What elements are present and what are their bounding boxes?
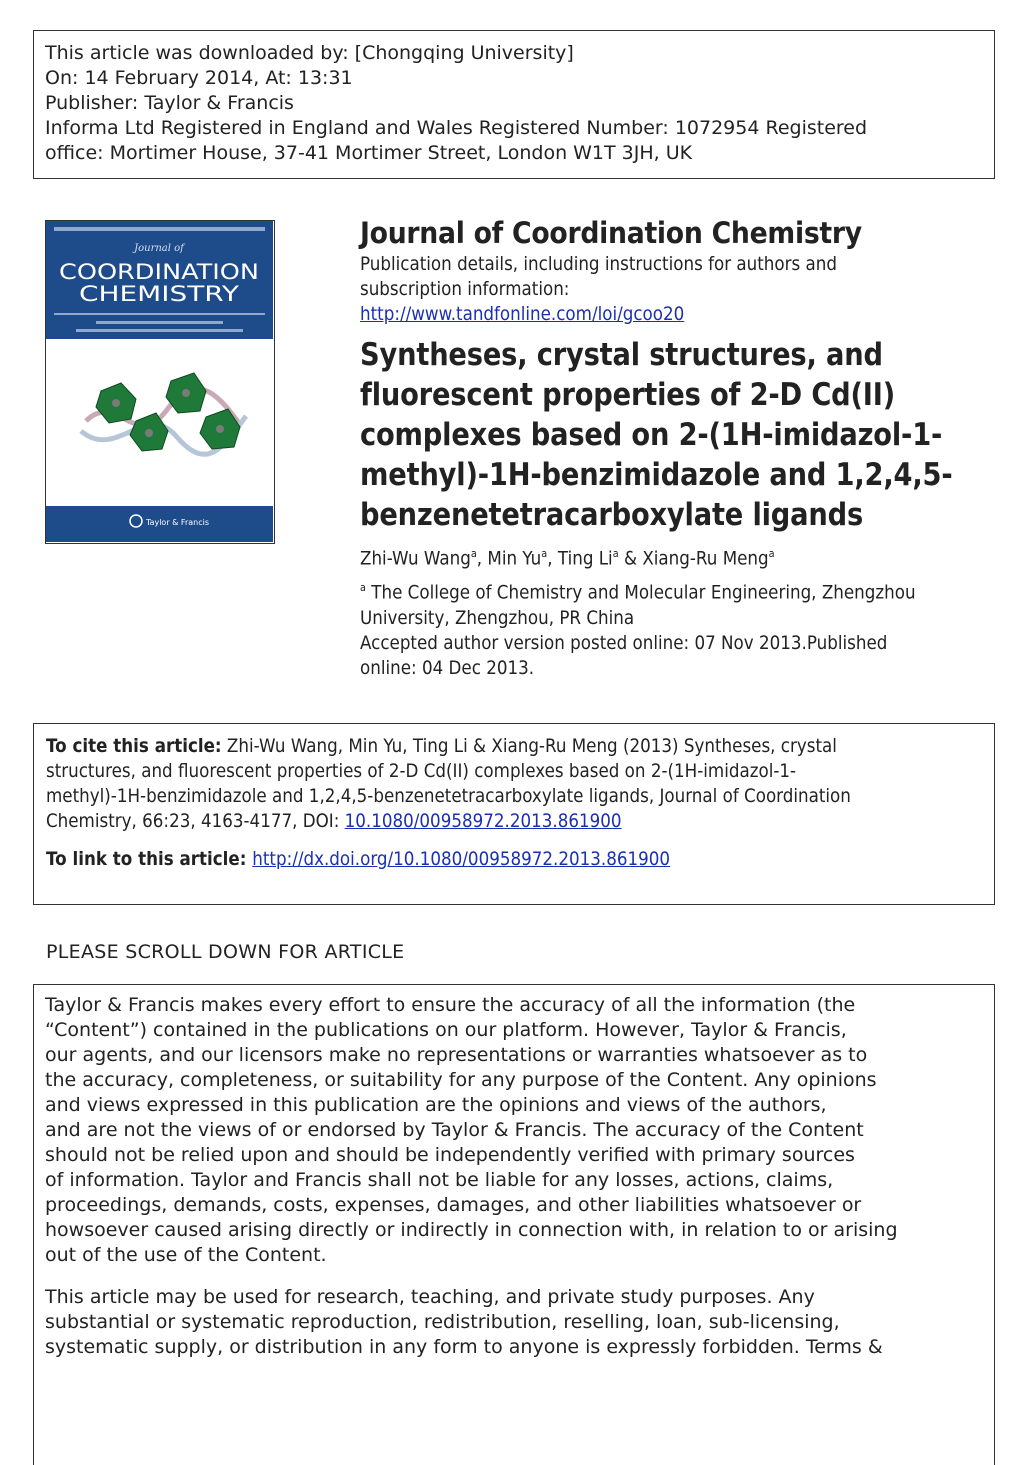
- disclaimer-line: howsoever caused arising directly or indirectly in connection with, in relation to or arising: [45, 1219, 898, 1241]
- disclaimer-line: the accuracy, completeness, or suitability for any purpose of the Content. Any opinions: [45, 1069, 877, 1091]
- disclaimer-line: should not be relied upon and should be independently verified with primary sources: [45, 1144, 855, 1166]
- author-name: Zhi-Wu Wang: [360, 547, 471, 570]
- disclaimer-line: Taylor & Francis makes every effort to ensure the accuracy of all the information (the: [45, 994, 856, 1016]
- cite-line3: methyl)-1H-benzimidazole and 1,2,4,5-benzenetetracarboxylate ligands, Journal of Coordination: [46, 785, 851, 807]
- affiliation-line2: University, Zhengzhou, PR China: [360, 606, 635, 629]
- author-name: Min Yu: [487, 547, 542, 570]
- author-name: Xiang-Ru Meng: [642, 547, 769, 570]
- disclaimer-line: out of the use of the Content.: [45, 1244, 327, 1266]
- publication-details-line2: subscription information:: [360, 278, 570, 300]
- accepted-line2: online: 04 Dec 2013.: [360, 656, 535, 679]
- download-date: On: 14 February 2014, At: 13:31: [45, 67, 353, 89]
- disclaimer-line: of information. Taylor and Francis shall not be liable for any losses, actions, claims,: [45, 1169, 834, 1191]
- author-separator: ,: [476, 547, 488, 570]
- article-title-line4: methyl)-1H-benzimidazole and 1,2,4,5-: [360, 457, 953, 493]
- affiliation-line1: The College of Chemistry and Molecular Engineering, Zhengzhou: [365, 581, 916, 604]
- cover-illustration: [46, 221, 273, 542]
- doi-link[interactable]: 10.1080/00958972.2013.861900: [344, 810, 622, 832]
- article-title-line3: complexes based on 2-(1H-imidazol-1-: [360, 417, 943, 453]
- cover-title-line2: CHEMISTRY: [79, 282, 240, 306]
- journal-title: Journal of Coordination Chemistry: [360, 216, 862, 250]
- publisher-line: Publisher: Taylor & Francis: [45, 92, 294, 114]
- office-line: office: Mortimer House, 37-41 Mortimer Street, London W1T 3JH, UK: [45, 142, 693, 164]
- scroll-notice: PLEASE SCROLL DOWN FOR ARTICLE: [46, 941, 405, 963]
- citation-text: [46, 734, 961, 834]
- publication-details: [360, 252, 976, 327]
- crystal-structure-graphic: [81, 373, 246, 454]
- author-name: Ting Li: [557, 547, 613, 570]
- article-url-link[interactable]: http://dx.doi.org/10.1080/00958972.2013.861900: [252, 848, 671, 870]
- cite-line4: Chemistry, 66:23, 4163-4177, DOI:: [46, 810, 345, 832]
- article-title: [360, 335, 976, 535]
- disclaimer-line: and views expressed in this publication are the opinions and views of the authors,: [45, 1094, 827, 1116]
- registration-line: Informa Ltd Registered in England and Wales Registered Number: 1072954 Registered: [45, 117, 868, 139]
- disclaimer-line: This article may be used for research, teaching, and private study purposes. Any: [45, 1286, 815, 1308]
- article-title-line5: benzenetetracarboxylate ligands: [360, 497, 864, 533]
- cover-title-line1: COORDINATION: [59, 260, 259, 284]
- author-affiliation-mark: a: [541, 547, 548, 560]
- disclaimer-paragraph-2: [45, 1285, 983, 1360]
- citation-box: [33, 723, 995, 905]
- author-separator: &: [618, 547, 643, 570]
- cite-line1: Zhi-Wu Wang, Min Yu, Ting Li & Xiang-Ru Meng (2013) Syntheses, crystal: [221, 735, 837, 757]
- disclaimer-line: our agents, and our licensors make no representations or warranties whatsoever as to: [45, 1044, 868, 1066]
- disclaimer-line: systematic supply, or distribution in any form to anyone is expressly forbidden. Terms &: [45, 1336, 883, 1358]
- article-link-line: [46, 848, 870, 870]
- author-affiliation-mark: a: [470, 547, 477, 560]
- cite-label: To cite this article:: [46, 735, 222, 757]
- author-separator: ,: [547, 547, 558, 570]
- download-info-box: [33, 30, 995, 179]
- disclaimer-line: and are not the views of or endorsed by Taylor & Francis. The accuracy of the Content: [45, 1119, 864, 1141]
- journal-url-link[interactable]: http://www.tandfonline.com/loi/gcoo20: [360, 303, 685, 325]
- cover-publisher: Taylor & Francis: [146, 518, 209, 527]
- authors-line: [360, 541, 923, 571]
- download-line: This article was downloaded by: [Chongqing University]: [45, 42, 574, 64]
- author-affiliation-mark: a: [612, 547, 619, 560]
- publication-details-line1: Publication details, including instructions for authors and: [360, 253, 837, 275]
- cover-journal-of: Journal of: [134, 243, 184, 254]
- affiliation-mark: a: [360, 581, 366, 595]
- article-header: [360, 214, 1000, 681]
- article-title-line2: fluorescent properties of 2-D Cd(II): [360, 377, 896, 413]
- article-title-line1: Syntheses, crystal structures, and: [360, 337, 883, 373]
- author-affiliation-mark: a: [768, 547, 775, 560]
- link-label: To link to this article:: [46, 848, 253, 870]
- disclaimer-line: proceedings, demands, costs, expenses, damages, and other liabilities whatsoever or: [45, 1194, 862, 1216]
- journal-cover-image: [45, 220, 275, 544]
- affiliation: [360, 575, 985, 680]
- disclaimer-line: “Content”) contained in the publications on our platform. However, Taylor & Francis,: [45, 1019, 847, 1041]
- disclaimer-line: substantial or systematic reproduction, redistribution, reselling, loan, sub-licensing,: [45, 1311, 840, 1333]
- cite-line2: structures, and fluorescent properties of 2-D Cd(II) complexes based on 2-(1H-imidazol-1-: [46, 760, 797, 782]
- accepted-line1: Accepted author version posted online: 07 Nov 2013.Published: [360, 631, 888, 654]
- disclaimer-box: [33, 984, 995, 1465]
- disclaimer-paragraph-1: [45, 993, 983, 1268]
